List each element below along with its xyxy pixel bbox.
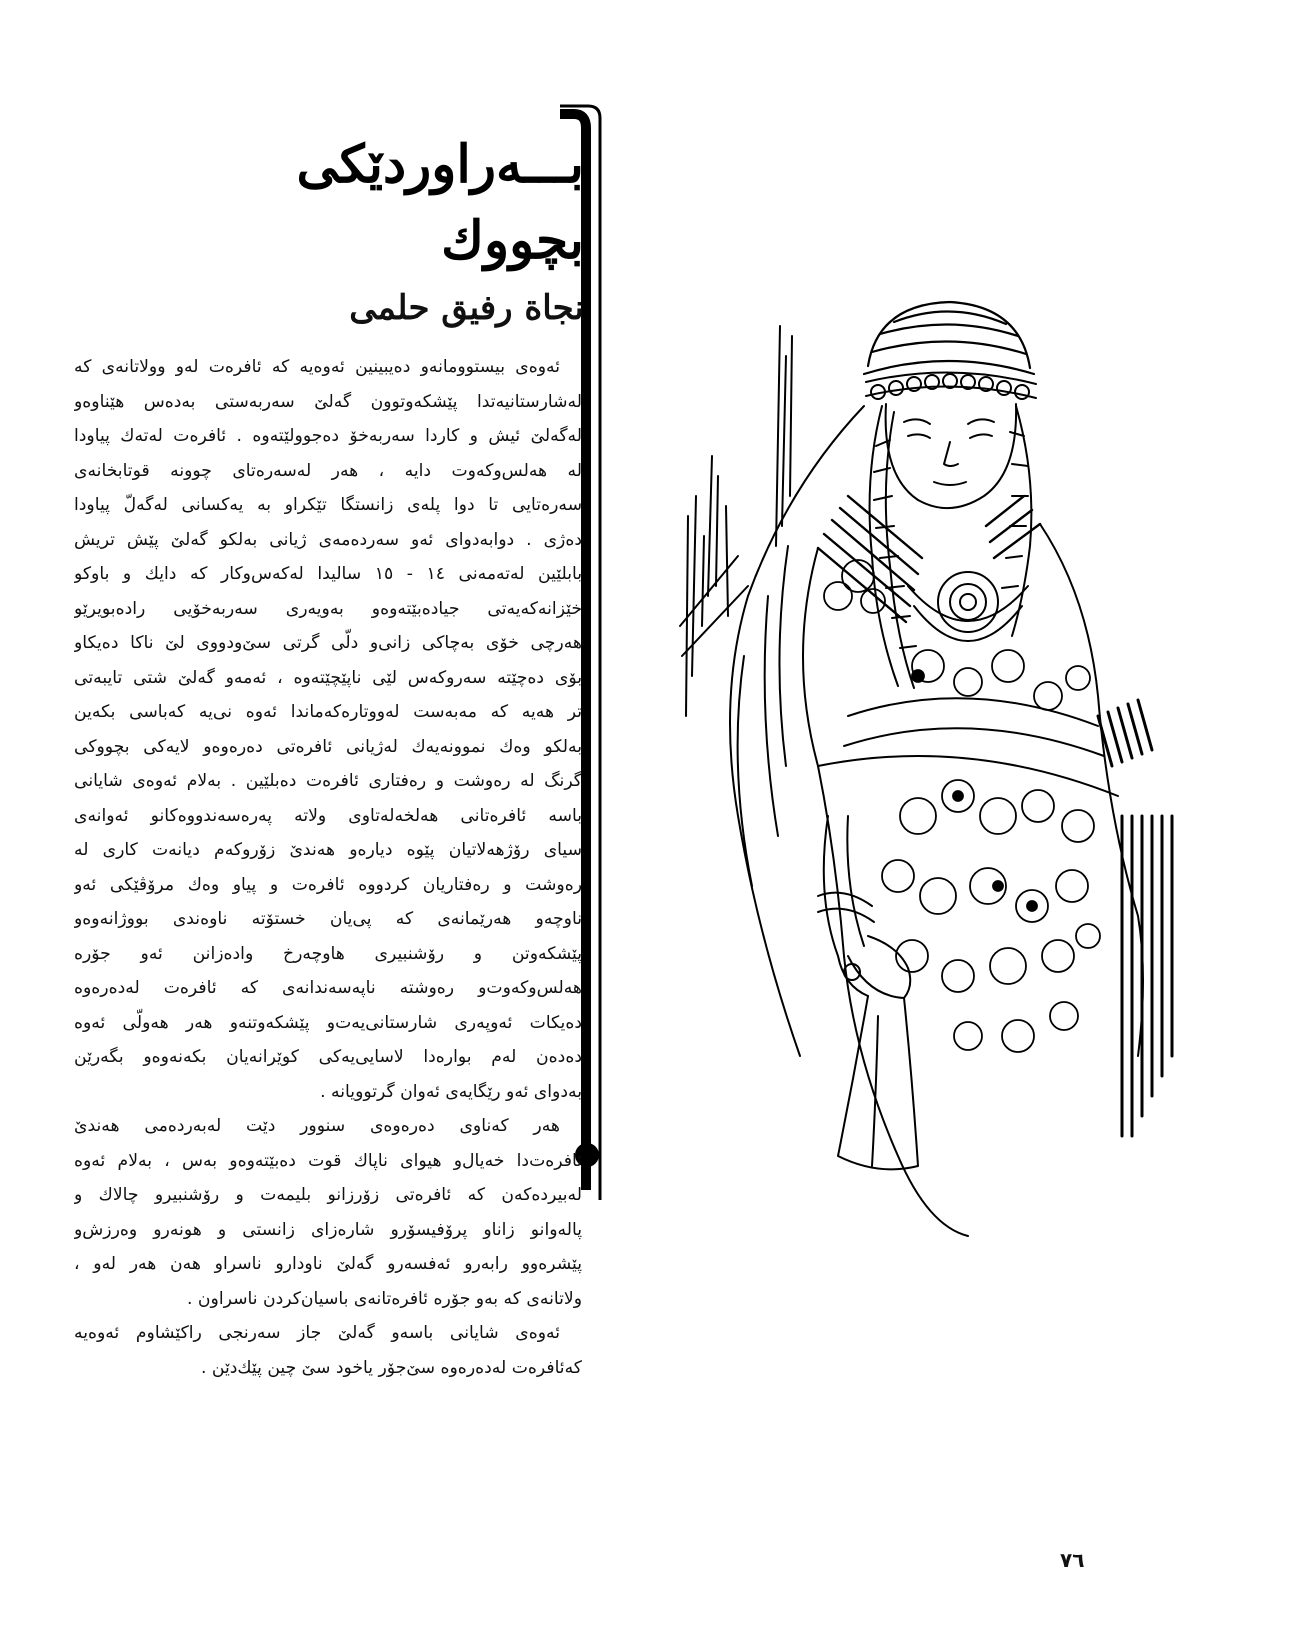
- text-line: ولاتانەی کە بەو جۆرە ئافرەتانەی باسیان‌کردن ناسراون .: [187, 1288, 582, 1309]
- text-line: پێشکەوتن و رۆشنبیری هاوچەرخ وادەزانن ئەو جۆرە: [74, 943, 582, 964]
- text-line: سەرەتایی تا دوا پلەی زانستگا تێکراو بە یەکسانی لەگەلّ پیاودا: [74, 495, 582, 515]
- face: [886, 404, 1017, 508]
- background-ink-strokes: [680, 326, 792, 716]
- arm-and-hand: [818, 816, 918, 1169]
- text-line: دەیکات ئەوپەری شارستانی‌یەت‌و پێشکەوتنەو هەر هەولّی ئەوە: [74, 1012, 582, 1033]
- text-line: دەژی . دوابەدوای ئەو سەردەمەی ژیانی بەلکو گەلێ پێش تریش: [74, 529, 582, 550]
- text-line: بۆی دەچێتە سەروکەس لێی ناپێچێتەوە ، ئەمەو گەلێ شتی تایبەتی: [74, 667, 582, 688]
- page-number: ٧٦: [1060, 1548, 1085, 1572]
- text-line: تر هەیە کە مەبەست لەووتارەکەماندا ئەوە نی‌یە کەباسی بکەین: [74, 702, 582, 722]
- striped-sash: [1098, 700, 1172, 1136]
- text-line: لەشارستانیەتدا پێشکەوتوون گەلێ سەربەستی بەدەس هێناوەو: [74, 391, 582, 412]
- text-line: لەبیردەکەن کە ئافرەتی زۆرزانو بلیمەت و رۆشنبیرو چالاك و: [74, 1185, 582, 1205]
- text-line: ئافرەت‌دا خەیال‌و هیوای ناپاك قوت دەبێتەوەو بەس ، بەلام ئەوە: [74, 1150, 582, 1171]
- floral-pattern: [824, 560, 1100, 1052]
- text-line: ئەوەی بیستوومانەو دەیبینین ئەوەیە کە ئافرەت لەو وولاتانەی کە: [74, 357, 560, 377]
- paragraph-3: [74, 1316, 582, 1385]
- text-line: دەدەن لەم بوارەدا لاسایی‌یەکی کوێرانەیان بکەنەوەو بگەرێن: [74, 1047, 582, 1067]
- article-title-line-1: بـــەراوردێکی: [296, 134, 584, 195]
- text-line: سیای رۆژهەلاتیان پێوە دیارەو هەندێ زۆروکەم دیانەت کاری لە: [74, 840, 582, 860]
- paragraph-2: [74, 1109, 582, 1316]
- necklace: [908, 572, 1028, 641]
- article-title-line-2: بچووك: [441, 210, 584, 271]
- text-line: پالەوانو زاناو پرۆفیسۆرو شارەزای زانستی و هونەرو وەرزش‌و: [74, 1219, 582, 1240]
- text-line: لەگەلێ ئیش و کاردا سەربەخۆ دەجوولێتەوە . ئافرەت لەتەك پیاودا: [74, 426, 582, 446]
- text-line: بابلێین لەتەمەنی ١٤ - ١٥ سالیدا لەکەس‌وکار کە دایك و باوكو: [74, 564, 582, 584]
- article-body: [74, 350, 582, 1385]
- text-line: باسە ئافرەتانی هەلخەلەتاوی ولاتە پەرەسەندووەکانو ئەوانەی: [74, 805, 582, 826]
- text-line: هەرچی خۆی بەچاکی زانی‌و دلّی گرتی سێ‌ودووی لێ ناکا دەیکاو: [74, 633, 582, 653]
- text-line: کەئافرەت لەدەرەوە سێ‌جۆر یاخود سێ چین پێك‌دێن .: [200, 1357, 582, 1378]
- text-line: بەلکو وەك نموونەیەك لەژیانی ئافرەتی دەرەوەو لایەکی بچووکی: [74, 736, 582, 757]
- text-line: پێشرەوو رابەرو ئەفسەرو گەلێ ناودارو ناسراو هەن هەر لەو ،: [74, 1254, 582, 1274]
- text-line: هەر کەناوی دەرەوەی سنوور دێت لەبەردەمی هەندێ: [74, 1116, 560, 1136]
- article-author: نجاة رفیق حلمی: [349, 288, 584, 328]
- paragraph-1: [74, 350, 582, 1109]
- text-line: رەوشت و رەفتاریان کردووە ئافرەت و پیاو وەك مرۆڤێکی ئەو: [74, 874, 582, 895]
- woman-traditional-dress-illustration: [668, 296, 1208, 1256]
- coin-headband: [866, 372, 1036, 399]
- text-line: گرنگ لە رەوشت و رەفتاری ئافرەت دەبلێین . بەلام ئەوەی شایانی: [74, 771, 582, 791]
- turban: [864, 302, 1034, 374]
- text-line: بەدوای ئەو رێگایەی ئەوان گرتوویانە .: [320, 1081, 582, 1102]
- text-line: خێزانەکەیەتی جیادەبێتەوەو بەویەری سەربەخۆیی رادەبویرێو: [74, 598, 582, 619]
- text-line: لە هەلس‌وکەوت دایە ، هەر لەسەرەتای چوونە قوتابخانەی: [74, 460, 582, 481]
- striped-collar: [818, 496, 1040, 622]
- text-line: ناوچەو هەرێمانەی کە پی‌یان خستۆتە ناوەندی بووژانەوەو: [74, 909, 582, 929]
- text-line: ئەوەی شایانی باسەو گەلێ جاز سەرنجی راکێشاوم ئەوەیە: [74, 1323, 560, 1343]
- text-line: هەلس‌وکەوت‌و رەوشتە ناپەسەندانەی کە ئافرەت لەدەرەوە: [74, 978, 582, 998]
